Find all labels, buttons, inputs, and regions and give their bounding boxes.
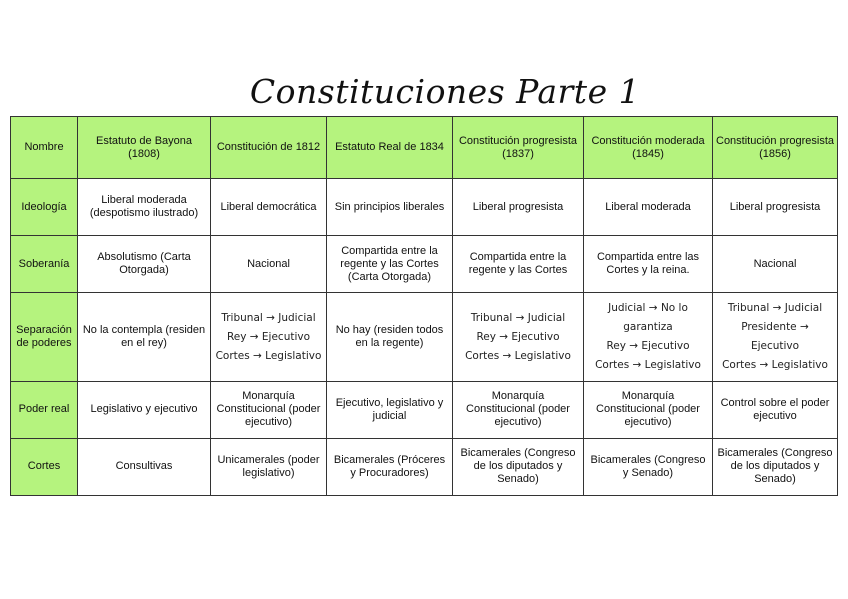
separation-line: Tribunal → Judicial [727, 302, 823, 315]
table-cell: Liberal progresista [453, 179, 584, 236]
table-cell: Compartida entre las Cortes y la reina. [584, 236, 713, 293]
table-cell: Bicamerales (Congreso y Senado) [584, 438, 713, 495]
row-label-ideologia: Ideología [11, 179, 78, 236]
header-row [11, 117, 838, 179]
constitutions-table [10, 116, 838, 496]
table-row-cortes [11, 438, 838, 495]
table-row-separacion [11, 293, 838, 381]
separation-line: Judicial → No lo [608, 302, 688, 315]
table-cell: Ejecutivo, legislativo y judicial [327, 381, 453, 438]
table-cell: Nacional [713, 236, 838, 293]
header-cell-bayona: Estatuto de Bayona (1808) [78, 117, 211, 179]
page-title: Constituciones Parte 1 [249, 72, 641, 111]
table-cell: Nacional [211, 236, 327, 293]
table-cell: Monarquía Constitucional (poder ejecutivo) [453, 381, 584, 438]
row-label-cortes: Cortes [11, 438, 78, 495]
header-cell-1834: Estatuto Real de 1834 [327, 117, 453, 179]
separation-line: Rey → Ejecutivo [606, 340, 690, 353]
table-row-ideologia [11, 179, 838, 236]
row-label-poder-real: Poder real [11, 381, 78, 438]
table-row-poder-real [11, 381, 838, 438]
separation-line: Rey → Ejecutivo [476, 330, 560, 343]
table-cell: Bicamerales (Congreso de los diputados y Senado) [453, 438, 584, 495]
table-cell [453, 293, 584, 381]
separation-line: Rey → Ejecutivo [226, 330, 311, 343]
table-cell: Monarquía Constitucional (poder ejecutivo) [211, 381, 327, 438]
table-cell: Unicamerales (poder legislativo) [211, 438, 327, 495]
table-cell [713, 293, 838, 381]
table-row-soberania [11, 236, 838, 293]
separation-line: Tribunal → Judicial [221, 311, 316, 324]
separation-line: Cortes → Legislativo [722, 359, 828, 372]
separation-line: Cortes → Legislativo [465, 349, 571, 362]
table-cell: Liberal progresista [713, 179, 838, 236]
table-cell: Liberal moderada (despotismo ilustrado) [78, 179, 211, 236]
separation-line: Cortes → Legislativo [215, 349, 322, 362]
table-cell: Bicamerales (Próceres y Procuradores) [327, 438, 453, 495]
table-cell: Compartida entre la regente y las Cortes (Carta Otorgada) [327, 236, 453, 293]
table-cell: Consultivas [78, 438, 211, 495]
table-cell: Legislativo y ejecutivo [78, 381, 211, 438]
separation-line: Cortes → Legislativo [595, 359, 701, 372]
header-cell-1845: Constitución moderada (1845) [584, 117, 713, 179]
table-cell [211, 293, 327, 381]
header-cell-1812: Constitución de 1812 [211, 117, 327, 179]
table-cell: Compartida entre la regente y las Cortes [453, 236, 584, 293]
header-cell-1837: Constitución progresista (1837) [453, 117, 584, 179]
table-cell: Bicamerales (Congreso de los diputados y Senado) [713, 438, 838, 495]
table-cell: Liberal democrática [211, 179, 327, 236]
table-cell: Liberal moderada [584, 179, 713, 236]
constitutions-table-container [10, 116, 837, 496]
row-label-soberania: Soberanía [11, 236, 78, 293]
header-cell-nombre: Nombre [11, 117, 78, 179]
table-cell: No hay (residen todos en la regente) [327, 293, 453, 381]
separation-line: Presidente → Ejecutivo [741, 321, 809, 353]
separation-line: Tribunal → Judicial [470, 311, 566, 324]
table-cell [584, 293, 713, 381]
table-cell: Sin principios liberales [327, 179, 453, 236]
table-cell: Control sobre el poder ejecutivo [713, 381, 838, 438]
separation-line: garantiza [623, 321, 673, 334]
table-cell: Absolutismo (Carta Otorgada) [78, 236, 211, 293]
table-cell: Monarquía Constitucional (poder ejecutivo) [584, 381, 713, 438]
table-cell: No la contempla (residen en el rey) [78, 293, 211, 381]
header-cell-1856: Constitución progresista (1856) [713, 117, 838, 179]
row-label-separacion: Separación de poderes [11, 293, 78, 381]
